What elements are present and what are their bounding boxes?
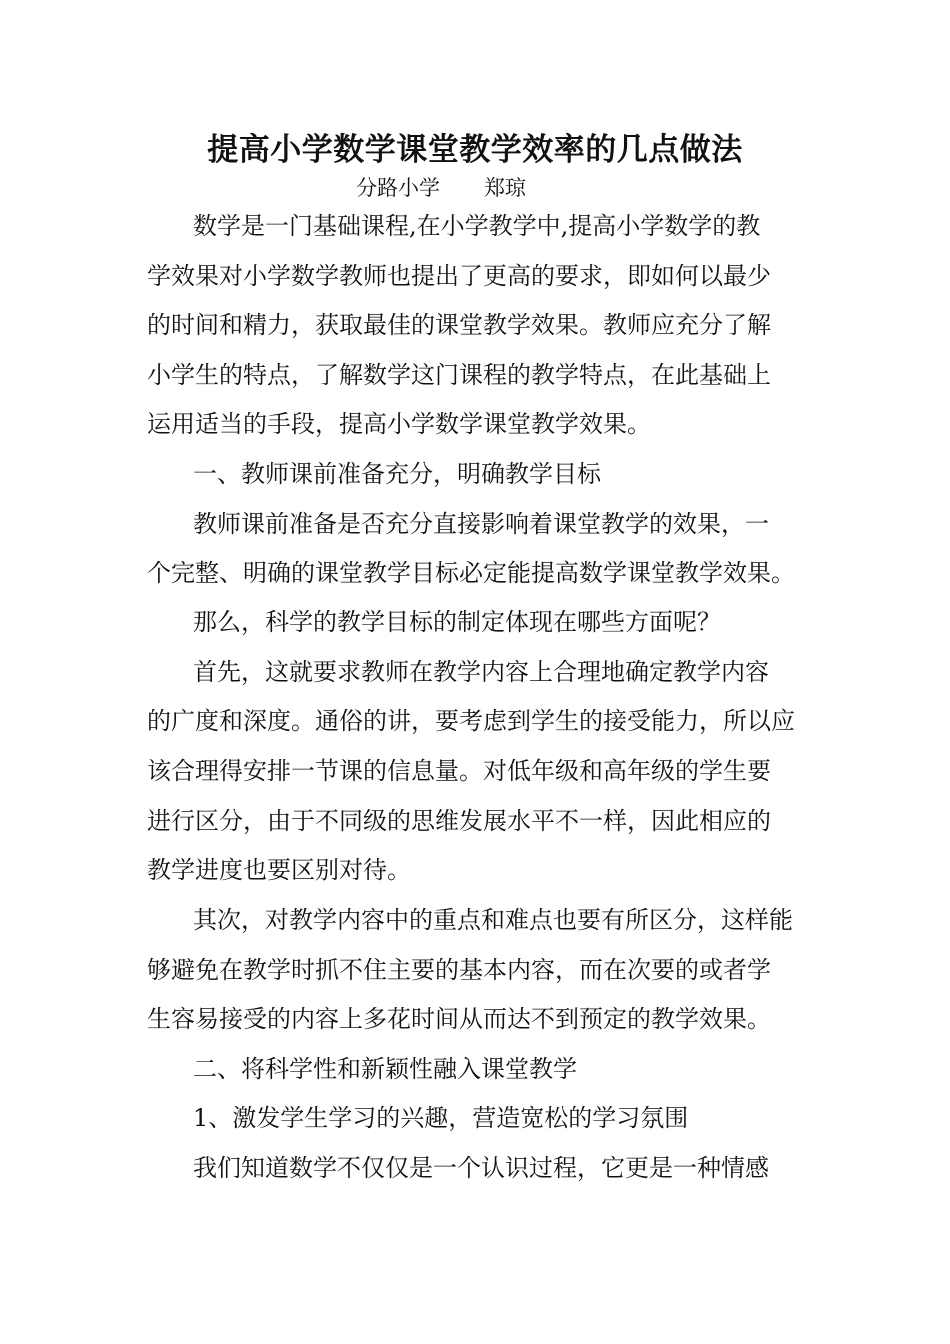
section-heading: 二、将科学性和新颖性融入课堂教学 <box>193 1055 577 1083</box>
document-title: 提高小学数学课堂教学效率的几点做法 <box>207 132 743 168</box>
text-line: 运用适当的手段，提高小学数学课堂教学效果。 <box>147 410 651 438</box>
text-line: 的广度和深度。通俗的讲，要考虑到学生的接受能力，所以应 <box>147 707 795 735</box>
text-line: 够避免在教学时抓不住主要的基本内容，而在次要的或者学 <box>147 956 771 984</box>
text-line: 进行区分，由于不同级的思维发展水平不一样，因此相应的 <box>147 807 771 835</box>
text-line: 该合理得安排一节课的信息量。对低年级和高年级的学生要 <box>147 757 771 785</box>
text-line: 小学生的特点，了解数学这门课程的教学特点，在此基础上 <box>147 361 771 389</box>
text-line: 其次，对教学内容中的重点和难点也要有所区分，这样能 <box>193 906 793 934</box>
text-line: 首先，这就要求教师在教学内容上合理地确定教学内容 <box>193 658 769 686</box>
text-line: 教师课前准备是否充分直接影响着课堂教学的效果，一 <box>193 510 769 538</box>
subsection-heading: 1、激发学生学习的兴趣，营造宽松的学习氛围 <box>193 1104 689 1132</box>
text-line: 学效果对小学数学教师也提出了更高的要求，即如何以最少 <box>147 262 771 290</box>
text-line: 的时间和精力，获取最佳的课堂教学效果。教师应充分了解 <box>147 311 771 339</box>
text-line: 数学是一门基础课程,在小学教学中,提高小学数学的教 <box>193 212 761 240</box>
text-line: 那么，科学的教学目标的制定体现在哪些方面呢？ <box>193 608 721 636</box>
text-line: 个完整、明确的课堂教学目标必定能提高数学课堂教学效果。 <box>147 559 795 587</box>
section-heading: 一、教师课前准备充分，明确教学目标 <box>193 460 601 488</box>
author-name: 郑琼 <box>484 176 526 200</box>
byline <box>356 173 526 203</box>
school-name: 分路小学 <box>356 176 440 200</box>
text-line: 我们知道数学不仅仅是一个认识过程，它更是一种情感 <box>193 1154 769 1182</box>
text-line: 生容易接受的内容上多花时间从而达不到预定的教学效果。 <box>147 1005 771 1033</box>
text-line: 教学进度也要区别对待。 <box>147 856 411 884</box>
